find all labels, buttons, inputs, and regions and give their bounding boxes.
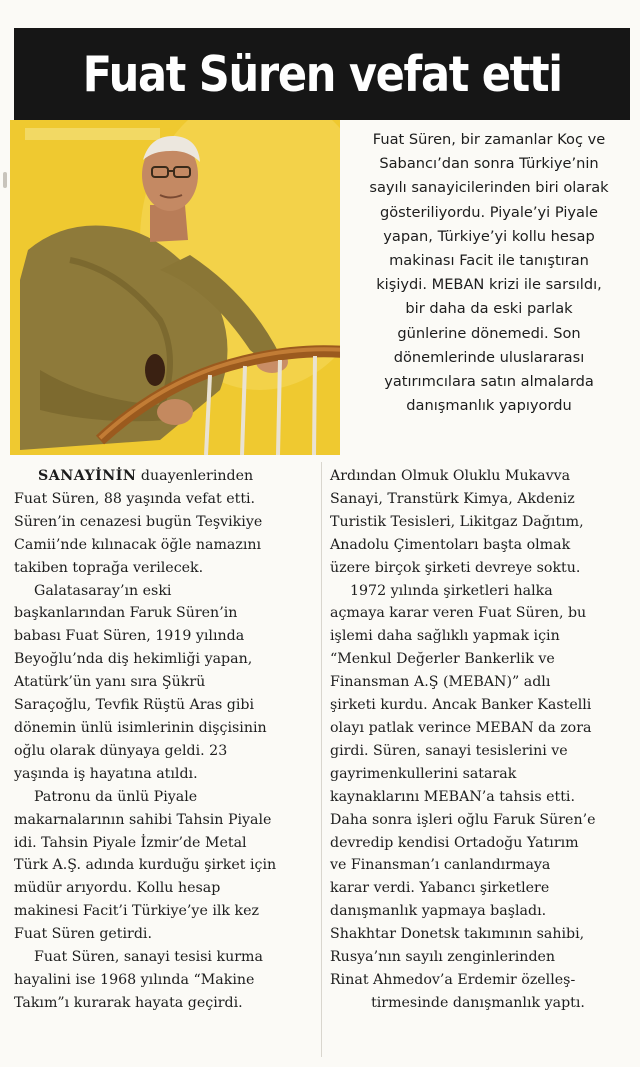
deck-line: Sabancı’dan sonra Türkiye’nin — [379, 155, 599, 173]
paragraph-line: “Menkul Değerler Bankerlik ve — [330, 651, 555, 668]
paragraph-line: danışmanlık yapmaya başladı. — [330, 903, 547, 920]
paragraph-line: Fuat Süren getirdi. — [14, 926, 152, 943]
paragraph-line: gayrimenkullerini satarak — [330, 765, 517, 782]
paragraph-line: Turistik Tesisleri, Likitgaz Dağıtım, — [330, 513, 584, 530]
paragraph-line: 1972 yılında şirketleri halka — [350, 582, 553, 599]
body-column-right — [330, 465, 626, 1015]
deck-summary — [344, 128, 634, 418]
portrait-illustration — [10, 120, 340, 455]
paragraph-line: Finansman A.Ş (MEBAN)” adlı — [330, 674, 551, 691]
paragraph-line: Daha sonra işleri oğlu Faruk Süren’e — [330, 811, 596, 828]
deck-line: günlerine dönemedi. Son — [397, 324, 581, 342]
deck-line: bir daha da eski parlak — [405, 300, 573, 318]
deck-line: gösteriliyordu. Piyale’yi Piyale — [379, 203, 599, 221]
paragraph-line: Patronu da ünlü Piyale — [34, 788, 198, 805]
paragraph-line: açmaya karar veren Fuat Süren, bu — [330, 605, 587, 622]
paragraph-line — [14, 465, 310, 488]
paragraph-line: babası Fuat Süren, 1919 yılında — [14, 628, 245, 645]
paragraph-line: kaynaklarını MEBAN’a tahsis etti. — [330, 788, 575, 805]
paragraph-line: yaşında iş hayatına atıldı. — [14, 765, 198, 782]
paragraph-line: oğlu olarak dünyaya geldi. 23 — [14, 742, 228, 759]
deck-line: sayılı sanayicilerinden biri olarak — [369, 179, 609, 197]
headline-banner — [14, 28, 630, 120]
paragraph-line: Rinat Ahmedov’a Erdemir özelleş- — [330, 971, 576, 988]
paragraph-line: idi. Tahsin Piyale İzmir’de Metal — [14, 834, 247, 851]
deck-line: Fuat Süren, bir zamanlar Koç ve — [372, 131, 606, 148]
lead-rest: duayenlerinden — [136, 468, 254, 484]
paragraph-line: tirmesinde danışmanlık yaptı. — [371, 994, 585, 1011]
deck-line: danışmanlık yapıyordu — [406, 397, 572, 415]
paragraph-line: Camii’nde kılınacak öğle namazını — [14, 536, 262, 553]
paragraph-line: Ardından Olmuk Oluklu Mukavva — [330, 468, 571, 484]
paragraph-line: devredip kendisi Ortadoğu Yatırım — [330, 834, 579, 851]
body-column-left — [14, 465, 310, 1015]
paragraph-line: Türk A.Ş. adında kurduğu şirket için — [14, 857, 277, 874]
scan-mark — [3, 172, 7, 188]
paragraph-line: müdür arıyordu. Kollu hesap — [14, 880, 221, 897]
paragraph-line: Takım”ı kurarak hayata geçirdi. — [14, 994, 243, 1011]
paragraph-line: Fuat Süren, 88 yaşında vefat etti. — [14, 490, 256, 507]
paragraph-line: Saraçoğlu, Tevfik Rüştü Aras gibi — [14, 697, 254, 714]
lead-word: SANAYİNİN — [38, 468, 137, 484]
column-divider — [321, 462, 322, 1057]
paragraph-line: olayı patlak verince MEBAN da zora — [330, 719, 592, 736]
paragraph-line: dönemin ünlü isimlerinin dişçisinin — [14, 719, 267, 736]
paragraph-line: ve Finansman’ı canlandırmaya — [330, 857, 551, 874]
paragraph-line: üzere birçok şirketi devreye soktu. — [330, 559, 581, 576]
paragraph-line: hayalini ise 1968 yılında “Makine — [14, 971, 255, 988]
paragraph-line: Süren’in cenazesi bugün Teşvikiye — [14, 513, 263, 530]
paragraph-line: Atatürk’ün yanı sıra Şükrü — [14, 674, 206, 691]
paragraph-line: takiben toprağa verilecek. — [14, 559, 204, 576]
paragraph-line: karar verdi. Yabancı şirketlere — [330, 880, 550, 897]
deck-line: yapan, Türkiye’yi kollu hesap — [383, 227, 595, 245]
paragraph-line: Beyoğlu’nda diş hekimliği yapan, — [14, 651, 253, 668]
headline: Fuat Süren vefat etti — [82, 45, 562, 103]
paragraph-line: Galatasaray’ın eski — [34, 582, 172, 599]
deck-line: kişiydi. MEBAN krizi ile sarsıldı, — [376, 276, 602, 294]
deck-line: makinası Facit ile tanıştıran — [389, 252, 589, 270]
paragraph-line: Rusya’nın sayılı zenginlerinden — [330, 949, 556, 966]
paragraph-line: girdi. Süren, sanayi tesislerini ve — [330, 742, 568, 759]
paragraph-line: makinesi Facit’i Türkiye’ye ilk kez — [14, 903, 259, 920]
paragraph-line: şirketi kurdu. Ancak Banker Kastelli — [330, 697, 592, 714]
paragraph-line: başkanlarından Faruk Süren’in — [14, 605, 238, 622]
paragraph-line: işlemi daha sağlıklı yapmak için — [330, 628, 560, 645]
deck-line: yatırımcılara satın almalarda — [384, 373, 594, 391]
portrait-photo — [10, 120, 340, 455]
paragraph-line: Shakhtar Donetsk takımının sahibi, — [330, 926, 585, 943]
paragraph-line: Sanayi, Transtürk Kimya, Akdeniz — [330, 490, 575, 507]
paragraph-line: makarnalarının sahibi Tahsin Piyale — [14, 811, 272, 828]
paragraph-line: Anadolu Çimentoları başta olmak — [330, 536, 571, 553]
deck-line: dönemlerinde uluslararası — [393, 348, 585, 366]
paragraph-line: Fuat Süren, sanayi tesisi kurma — [34, 949, 263, 966]
